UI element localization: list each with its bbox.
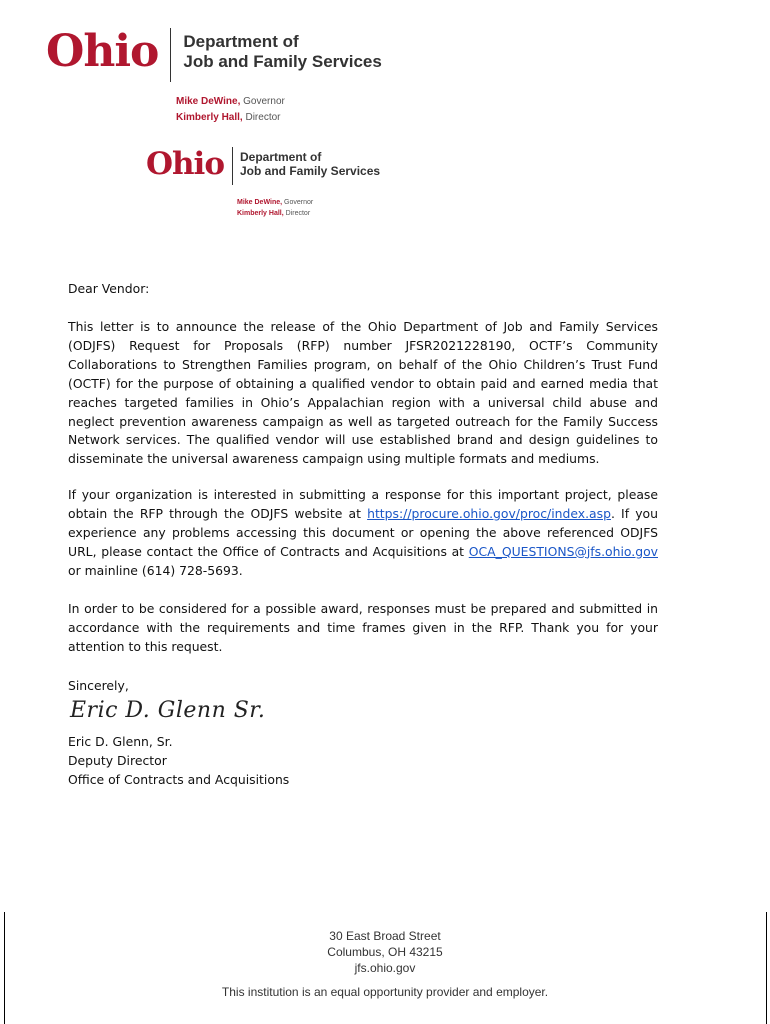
footer-web: jfs.ohio.gov	[354, 961, 416, 975]
letterhead-divider	[170, 28, 171, 82]
procure-link[interactable]: https://procure.ohio.gov/proc/index.asp	[367, 505, 611, 521]
footer-city: Columbus, OH 43215	[327, 945, 443, 959]
director-role: Director	[245, 112, 281, 123]
governor-name: Mike DeWine,	[176, 96, 241, 107]
officials-primary	[176, 94, 285, 126]
department-line-2-small: Job and Family Services	[240, 163, 381, 178]
letterhead-primary	[46, 28, 382, 82]
department-line-1-small: Department of	[240, 150, 322, 164]
signature-block	[68, 733, 658, 790]
officials-secondary	[237, 197, 313, 219]
letterhead-secondary	[146, 147, 380, 185]
closing	[68, 677, 658, 696]
footer-eeo-statement: This institution is an equal opportunity provider and employer.	[221, 985, 549, 999]
paragraph-announcement-text: This letter is to announce the release of the Ohio Department of Job and Family Services (ODJFS) Request for Proposals (RFP) number JFSR2021228190, OCTF’s Community Collaborations to Strengthen Families program, on behalf of the Ohio Children’s Trust Fund (OCTF) for the purpose of obtaining a qualified vendor to obtain paid and earned media that reaches targeted families in Ohio’s Appalachian region with a universal child abuse and neglect prevention awareness campaign as well as targeted outreach for the Family Success Network services. The qualified vendor will use established brand and design guidelines to disseminate the universal awareness campaign using multiple formats and mediums.	[68, 319, 658, 467]
instructions-text-3: or mainline (614) 728-5693.	[68, 562, 243, 578]
signer-title: Deputy Director	[68, 752, 167, 768]
salutation	[68, 280, 658, 299]
paragraph-instructions	[68, 486, 658, 581]
paragraph-requirements-text: In order to be considered for a possible award, responses must be prepared and submitted in accordance with the requirements and time frames given in the RFP. Thank you for your attention to this request.	[68, 601, 658, 654]
oca-email-link[interactable]: OCA_QUESTIONS@jfs.ohio.gov	[468, 543, 658, 559]
footer-street: 30 East Broad Street	[329, 929, 441, 943]
governor-role: Governor	[243, 96, 285, 107]
salutation-text: Dear Vendor:	[68, 281, 150, 296]
paragraph-announcement	[68, 318, 658, 469]
director-name: Kimberly Hall,	[176, 112, 243, 123]
instructions-text-2: . If you experience any problems accessing this document or opening the above referenced ODJFS URL, please contact the Office of Contracts and Acquisitions at	[68, 505, 658, 559]
department-line-2: Job and Family Services	[183, 51, 382, 71]
letterhead-divider-small	[232, 147, 233, 185]
department-name	[183, 32, 381, 71]
footer-address	[0, 928, 770, 976]
signer-name: Eric D. Glenn, Sr.	[68, 734, 173, 749]
governor-name-small: Mike DeWine,	[237, 199, 283, 206]
paragraph-instructions-text	[68, 486, 658, 581]
governor-role-small: Governor	[284, 199, 314, 206]
instructions-text-1: If your organization is interested in submitting a response for this important project, please obtain the RFP through the ODJFS website at	[68, 487, 658, 521]
handwritten-signature: Eric D. Glenn Sr.	[70, 698, 266, 723]
closing-text: Sincerely,	[68, 678, 129, 693]
signer-office: Office of Contracts and Acquisitions	[68, 771, 290, 787]
director-name-small: Kimberly Hall,	[237, 210, 284, 217]
ohio-logo-small: Ohio	[146, 146, 224, 182]
director-role-small: Director	[285, 210, 311, 217]
department-name-small	[240, 151, 380, 179]
paragraph-requirements	[68, 600, 658, 657]
ohio-logo: Ohio	[46, 26, 159, 77]
department-line-1: Department of	[183, 32, 299, 51]
